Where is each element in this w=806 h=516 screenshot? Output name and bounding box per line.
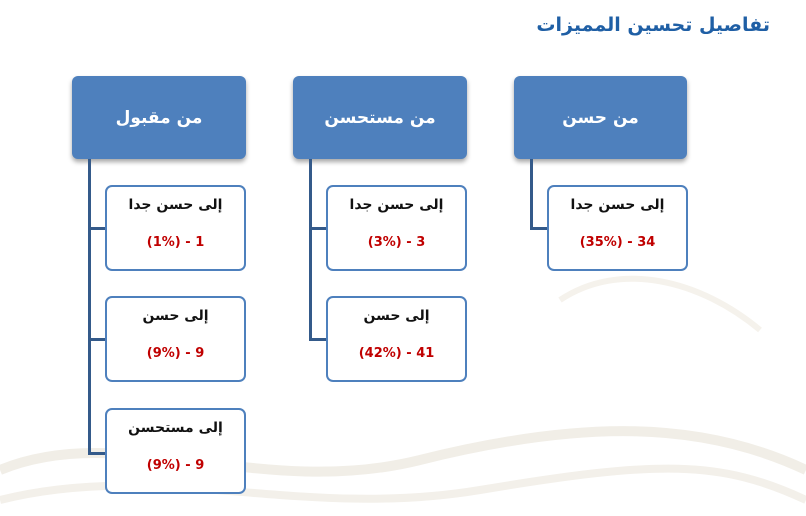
connector-horizontal bbox=[309, 338, 326, 341]
child-box bbox=[326, 296, 467, 382]
connector-horizontal bbox=[530, 227, 547, 230]
child-box bbox=[105, 185, 246, 271]
child-label: إلى حسن جدا bbox=[349, 197, 444, 213]
child-value: 9 - (9%) bbox=[146, 458, 205, 473]
child-box bbox=[547, 185, 688, 271]
child-value: 3 - (3%) bbox=[367, 235, 426, 250]
child-value: 9 - (9%) bbox=[146, 346, 205, 361]
connector-horizontal bbox=[88, 338, 105, 341]
connector-vertical bbox=[309, 159, 312, 341]
child-value: 34 - (35%) bbox=[579, 235, 656, 250]
child-box bbox=[105, 296, 246, 382]
child-value: 41 - (42%) bbox=[358, 346, 435, 361]
child-box bbox=[326, 185, 467, 271]
group-header-from-acceptable: من مقبول bbox=[72, 76, 246, 159]
child-value: 1 - (1%) bbox=[146, 235, 205, 250]
connector-vertical bbox=[88, 159, 91, 455]
child-label: إلى حسن bbox=[142, 308, 209, 324]
child-label: إلى حسن جدا bbox=[570, 197, 665, 213]
page-title: تفاصيل تحسين المميزات bbox=[536, 14, 770, 36]
connector-horizontal bbox=[88, 227, 105, 230]
child-label: إلى مستحسن bbox=[128, 420, 223, 436]
child-label: إلى حسن bbox=[363, 308, 430, 324]
connector-horizontal bbox=[88, 452, 105, 455]
group-header-from-good: من حسن bbox=[514, 76, 687, 159]
connector-horizontal bbox=[309, 227, 326, 230]
child-box bbox=[105, 408, 246, 494]
connector-vertical bbox=[530, 159, 533, 230]
child-label: إلى حسن جدا bbox=[128, 197, 223, 213]
group-header-from-good-plus: من مستحسن bbox=[293, 76, 467, 159]
